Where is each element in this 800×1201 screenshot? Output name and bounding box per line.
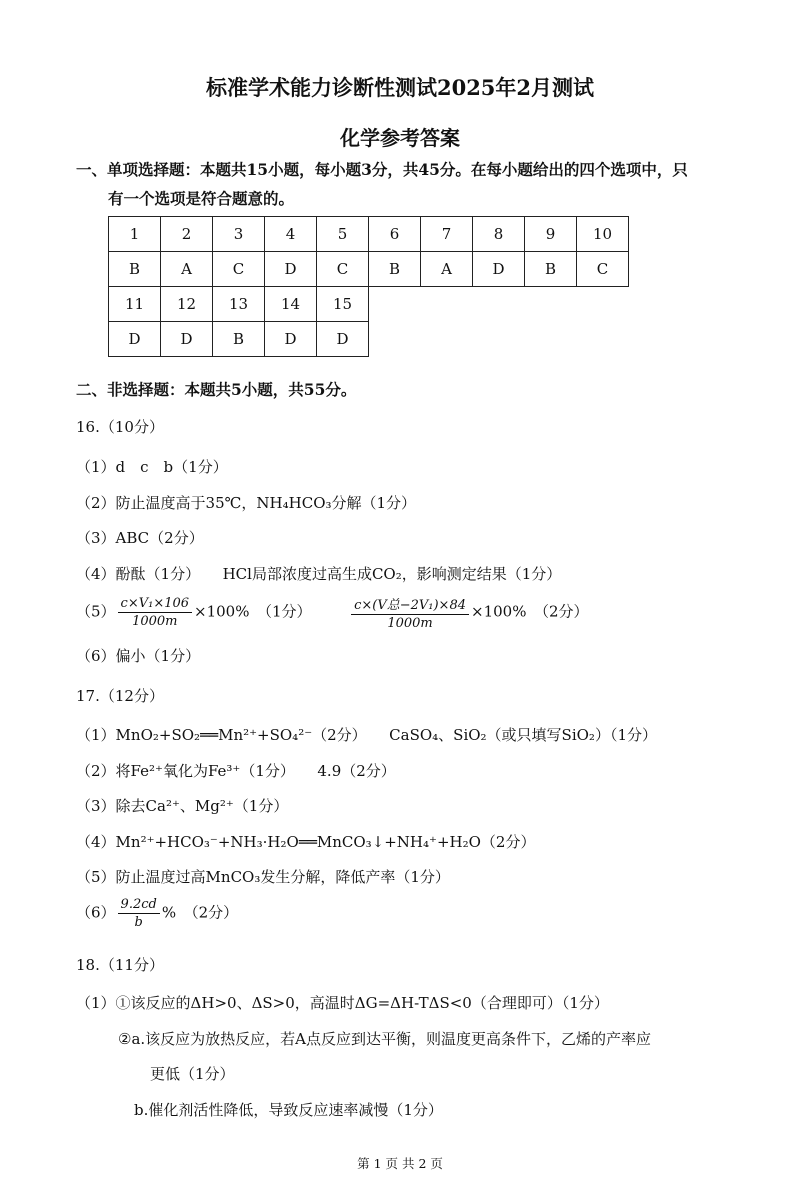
- mass-fraction-formula-2: $\frac{\text{c×(V总−2V₁)×84}}{1000m}$: [351, 594, 469, 631]
- q17-answer-2: （2）将Fe²⁺氧化为Fe³⁺（1分） 4.9（2分）: [76, 762, 396, 780]
- q16-answer-4: （4）酚酞（1分） HCl局部浓度过高生成CO₂，影响测定结果（1分）: [76, 565, 562, 583]
- question-number-cell: 9: [525, 217, 577, 252]
- q16-answer-5-score-2: ×100% （2分）: [471, 602, 589, 621]
- page-title: 标准学术能力诊断性测试2025年2月测试: [205, 75, 595, 100]
- q17-answer-1: （1）MnO₂+SO₂══Mn²⁺+SO₄²⁻（2分） CaSO₄、SiO₂（或只填写SiO₂）（1分）: [76, 726, 657, 744]
- answer-cell: B: [213, 322, 265, 357]
- question-number-cell: 1: [109, 217, 161, 252]
- answer-cell: A: [421, 252, 473, 287]
- q16-answer-2: （2）防止温度高于35℃，NH₄HCO₃分解（1分）: [76, 494, 417, 512]
- q18-title: 18.（11分）: [76, 956, 164, 974]
- answer-cell: C: [577, 252, 629, 287]
- question-number-cell: 3: [213, 217, 265, 252]
- q16-answer-5-prefix: （5）: [76, 602, 116, 621]
- q18-answer-2a: ②a.该反应为放热反应，若A点反应到达平衡，则温度更高条件下，乙烯的产率应: [118, 1030, 651, 1048]
- question-number-cell: 2: [161, 217, 213, 252]
- q17-answer-6-prefix: （6）: [76, 903, 116, 922]
- q16-answer-1: （1）d c b（1分）: [76, 458, 228, 476]
- question-number-cell: 4: [265, 217, 317, 252]
- answer-cell: D: [161, 322, 213, 357]
- answer-cell: D: [109, 322, 161, 357]
- answer-cell: A: [161, 252, 213, 287]
- question-number-cell: 12: [161, 287, 213, 322]
- q18-answer-2b: 更低（1分）: [150, 1065, 235, 1083]
- section1-heading-line1: 一、单项选择题：本题共15小题，每小题3分，共45分。在每小题给出的四个选项中，只: [76, 160, 688, 179]
- page-subtitle: 化学参考答案: [340, 126, 460, 150]
- q16-answer-3: （3）ABC（2分）: [76, 529, 204, 547]
- section1-heading-line2: 有一个选项是符合题意的。: [108, 189, 295, 208]
- question-number-cell: 14: [265, 287, 317, 322]
- answer-row-answers-1: [109, 252, 629, 287]
- question-number-cell: 5: [317, 217, 369, 252]
- q17-answer-4: （4）Mn²⁺+HCO₃⁻+NH₃·H₂O══MnCO₃↓+NH₄⁺+H₂O（2分）: [76, 833, 536, 851]
- q16-answer-6: （6）偏小（1分）: [76, 647, 201, 665]
- answer-cell: B: [369, 252, 421, 287]
- q17-answer-3: （3）除去Ca²⁺、Mg²⁺（1分）: [76, 797, 289, 815]
- page-number-footer: 第 1 页 共 2 页: [357, 1156, 443, 1171]
- section2-heading: 二、非选择题：本题共5小题，共55分。: [76, 380, 357, 399]
- answer-table: [108, 216, 629, 357]
- question-number-cell: 13: [213, 287, 265, 322]
- answer-cell: D: [265, 252, 317, 287]
- answer-cell: D: [473, 252, 525, 287]
- q16-answer-5-score-1: ×100% （1分）: [194, 602, 312, 621]
- q16-title: 16.（10分）: [76, 418, 164, 436]
- answer-cell: B: [109, 252, 161, 287]
- q17-answer-6: [76, 897, 238, 930]
- q18-answer-1: （1）①该反应的ΔH>0、ΔS>0，高温时ΔG=ΔH-TΔS<0（合理即可）（1分）: [76, 994, 609, 1012]
- q16-answer-5: [76, 594, 589, 631]
- q18-answer-3: b.催化剂活性降低，导致反应速率减慢（1分）: [134, 1101, 443, 1119]
- answer-cell: C: [317, 252, 369, 287]
- purity-formula: $\frac{9.2cd}{b}$: [118, 897, 160, 930]
- question-number-cell: 10: [577, 217, 629, 252]
- question-number-cell: 15: [317, 287, 369, 322]
- answer-row-numbers-2: [109, 287, 629, 322]
- q17-answer-5: （5）防止温度过高MnCO₃发生分解，降低产率（1分）: [76, 868, 450, 886]
- answer-cell: B: [525, 252, 577, 287]
- q17-title: 17.（12分）: [76, 687, 164, 705]
- answer-cell: D: [317, 322, 369, 357]
- question-number-cell: 7: [421, 217, 473, 252]
- q17-answer-6-score: % （2分）: [161, 903, 239, 922]
- answer-cell: C: [213, 252, 265, 287]
- question-number-cell: 8: [473, 217, 525, 252]
- question-number-cell: 6: [369, 217, 421, 252]
- answer-row-answers-2: [109, 322, 629, 357]
- answer-cell: D: [265, 322, 317, 357]
- question-number-cell: 11: [109, 287, 161, 322]
- answer-row-numbers-1: [109, 217, 629, 252]
- mass-fraction-formula-1: $\frac{\text{c×V₁×106}}{1000m}$: [118, 596, 192, 629]
